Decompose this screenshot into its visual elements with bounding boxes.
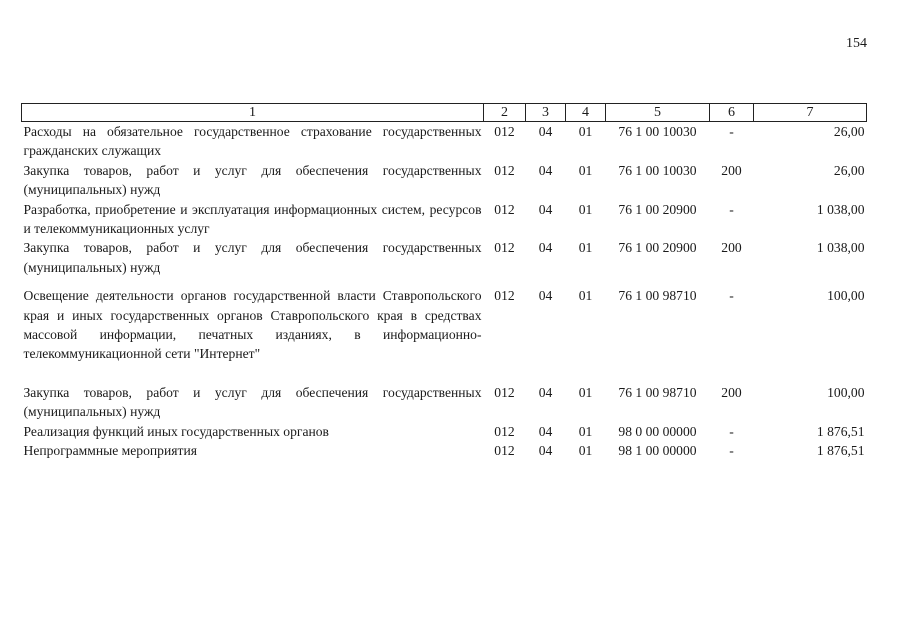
row-target: 98 1 00 00000 [618, 443, 697, 459]
row-amount: 1 038,00 [816, 201, 865, 217]
row-name: Закупка товаров, работ и услуг для обеспечения государственных (муниципальных) нужд [23, 384, 482, 420]
table-row [22, 277, 867, 383]
row-subsection: 01 [578, 124, 593, 139]
header-row [22, 104, 867, 122]
row-code: 012 [494, 201, 515, 217]
row-code: 012 [494, 162, 515, 178]
row-name: Разработка, приобретение и эксплуатация информационных систем, ресурсов и телекоммуникационных услуг [23, 201, 482, 237]
row-target: 76 1 00 98710 [618, 384, 697, 400]
row-section: 04 [538, 443, 553, 459]
header-col-3: 3 [526, 104, 566, 122]
row-section: 04 [538, 240, 553, 256]
budget-table [21, 103, 867, 461]
table-row [22, 200, 867, 239]
row-target: 76 1 00 10030 [618, 124, 697, 139]
row-name: Непрограммные мероприятия [23, 443, 197, 459]
row-code: 012 [494, 124, 515, 139]
row-amount: 100,00 [827, 288, 865, 304]
row-section: 04 [538, 288, 553, 304]
table-row [22, 441, 867, 460]
row-subsection: 01 [578, 240, 593, 256]
row-subsection: 01 [578, 288, 593, 304]
row-type: - [729, 443, 734, 459]
row-name: Расходы на обязательное государственное страхование государственных гражданских служащих [23, 124, 482, 159]
table-row [22, 122, 867, 161]
row-type: - [729, 124, 734, 139]
row-target: 76 1 00 98710 [618, 288, 697, 304]
table-header [22, 104, 867, 122]
row-section: 04 [538, 201, 553, 217]
row-subsection: 01 [578, 201, 593, 217]
table-row [22, 238, 867, 277]
row-code: 012 [494, 443, 515, 459]
row-type: 200 [721, 240, 742, 256]
header-col-5: 5 [606, 104, 710, 122]
row-name: Закупка товаров, работ и услуг для обеспечения государственных (муниципальных) нужд [23, 162, 482, 198]
row-section: 04 [538, 162, 553, 178]
row-target: 76 1 00 20900 [618, 240, 697, 256]
row-code: 012 [494, 423, 515, 439]
table-body [22, 122, 867, 461]
table-row [22, 383, 867, 422]
row-amount: 1 038,00 [816, 240, 865, 256]
row-name: Освещение деятельности органов государственной власти Ставропольского края и иных государственных органов Ставропольского края в средствах массовой информации, печатных изданиях, в информационно-телекоммуникационной сети "Интернет" [23, 288, 482, 362]
row-amount: 1 876,51 [816, 423, 865, 439]
table-row [22, 161, 867, 200]
row-name: Закупка товаров, работ и услуг для обеспечения государственных (муниципальных) нужд [23, 240, 482, 275]
row-amount: 100,00 [827, 384, 865, 400]
row-type: 200 [721, 162, 742, 178]
page-number: 154 [846, 36, 867, 51]
row-type: - [729, 201, 734, 217]
row-section: 04 [538, 124, 553, 139]
row-subsection: 01 [578, 443, 593, 459]
row-target: 76 1 00 10030 [618, 162, 697, 178]
row-code: 012 [494, 384, 515, 400]
header-col-2: 2 [484, 104, 526, 122]
row-subsection: 01 [578, 423, 593, 439]
header-col-6: 6 [710, 104, 754, 122]
row-section: 04 [538, 423, 553, 439]
row-type: - [729, 423, 734, 439]
row-target: 76 1 00 20900 [618, 201, 697, 217]
row-amount: 1 876,51 [816, 443, 865, 459]
row-subsection: 01 [578, 162, 593, 178]
table-row [22, 422, 867, 441]
row-section: 04 [538, 384, 553, 400]
header-col-1: 1 [22, 104, 484, 122]
row-amount: 26,00 [833, 124, 865, 139]
row-name: Реализация функций иных государственных органов [23, 423, 329, 439]
row-code: 012 [494, 240, 515, 256]
header-col-7: 7 [754, 104, 867, 122]
row-type: - [729, 288, 734, 304]
header-col-4: 4 [566, 104, 606, 122]
row-amount: 26,00 [833, 162, 865, 178]
row-code: 012 [494, 288, 515, 304]
row-subsection: 01 [578, 384, 593, 400]
row-target: 98 0 00 00000 [618, 423, 697, 439]
row-type: 200 [721, 384, 742, 400]
